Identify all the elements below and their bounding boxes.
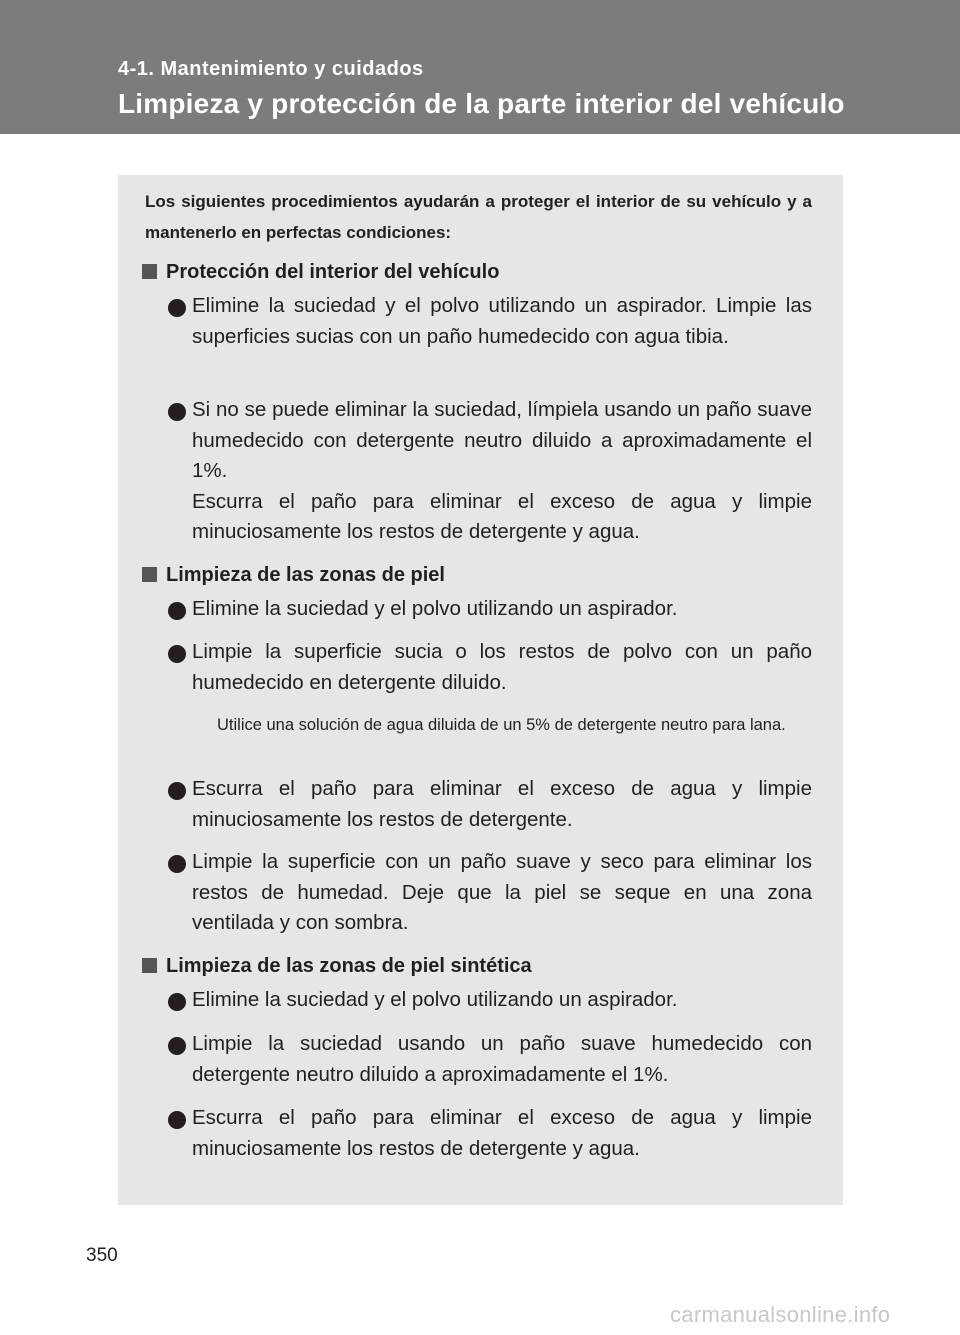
circle-bullet-icon [168,645,186,663]
list-item [168,985,812,1016]
list-item-text [192,395,812,548]
list-item-paragraph: Si no se puede eliminar la suciedad, límpiela usando un paño suave humedecido con detergente neutro diluido a aproximadamente el 1%. [192,398,812,482]
circle-bullet-icon [168,299,186,317]
list-item-text: Escurra el paño para eliminar el exceso de agua y limpie minuciosamente los restos de detergente. [192,777,812,831]
list-item-text: Limpie la superficie sucia o los restos de polvo con un paño humedecido en detergente diluido. [192,640,812,694]
circle-bullet-icon [168,1037,186,1055]
list-item [168,395,812,548]
list-item-paragraph: Escurra el paño para eliminar el exceso de agua y limpie minuciosamente los restos de detergente y agua. [192,489,812,543]
page-number: 350 [86,1245,118,1266]
circle-bullet-icon [168,403,186,421]
circle-bullet-icon [168,855,186,873]
note-text: Utilice una solución de agua diluida de un 5% de detergente neutro para lana. [217,716,786,734]
section-heading-text: Limpieza de las zonas de piel sintética [166,955,532,977]
list-item [168,1103,812,1164]
circle-bullet-icon [168,602,186,620]
section-heading-3 [142,951,822,981]
watermark: carmanualsonline.info [670,1302,891,1327]
list-item [168,774,812,835]
list-item [168,594,812,625]
list-item-text: Elimine la suciedad y el polvo utilizando un aspirador. [192,597,678,620]
section-heading-2 [142,560,822,590]
list-item [168,847,812,939]
section-label: 4-1. Mantenimiento y cuidados [118,58,424,80]
section-heading-text: Protección del interior del vehículo [166,261,500,283]
list-item-text: Elimine la suciedad y el polvo utilizando un aspirador. [192,988,678,1011]
circle-bullet-icon [168,782,186,800]
section-heading-text: Limpieza de las zonas de piel [166,564,445,586]
list-item-text: Elimine la suciedad y el polvo utilizando un aspirador. Limpie las superficies sucias con un paño humedecido con agua tibia. [192,294,812,348]
square-bullet-icon [142,264,157,279]
list-item [168,637,812,698]
page-title: Limpieza y protección de la parte interior del vehículo [118,88,845,119]
list-item [168,1029,812,1090]
section-heading-1 [142,257,822,287]
list-item-text: Limpie la superficie con un paño suave y seco para eliminar los restos de humedad. Deje que la piel se seque en una zona ventilada y con sombra. [192,850,812,934]
list-item [168,291,812,352]
circle-bullet-icon [168,993,186,1011]
list-item-text: Limpie la suciedad usando un paño suave humedecido con detergente neutro diluido a aproximadamente el 1%. [192,1032,812,1086]
circle-bullet-icon [168,1111,186,1129]
square-bullet-icon [142,958,157,973]
intro-text: Los siguientes procedimientos ayudarán a proteger el interior de su vehículo y a mantenerlo en perfectas condiciones: [145,192,812,242]
square-bullet-icon [142,567,157,582]
list-item-text: Escurra el paño para eliminar el exceso de agua y limpie minuciosamente los restos de detergente y agua. [192,1106,812,1160]
